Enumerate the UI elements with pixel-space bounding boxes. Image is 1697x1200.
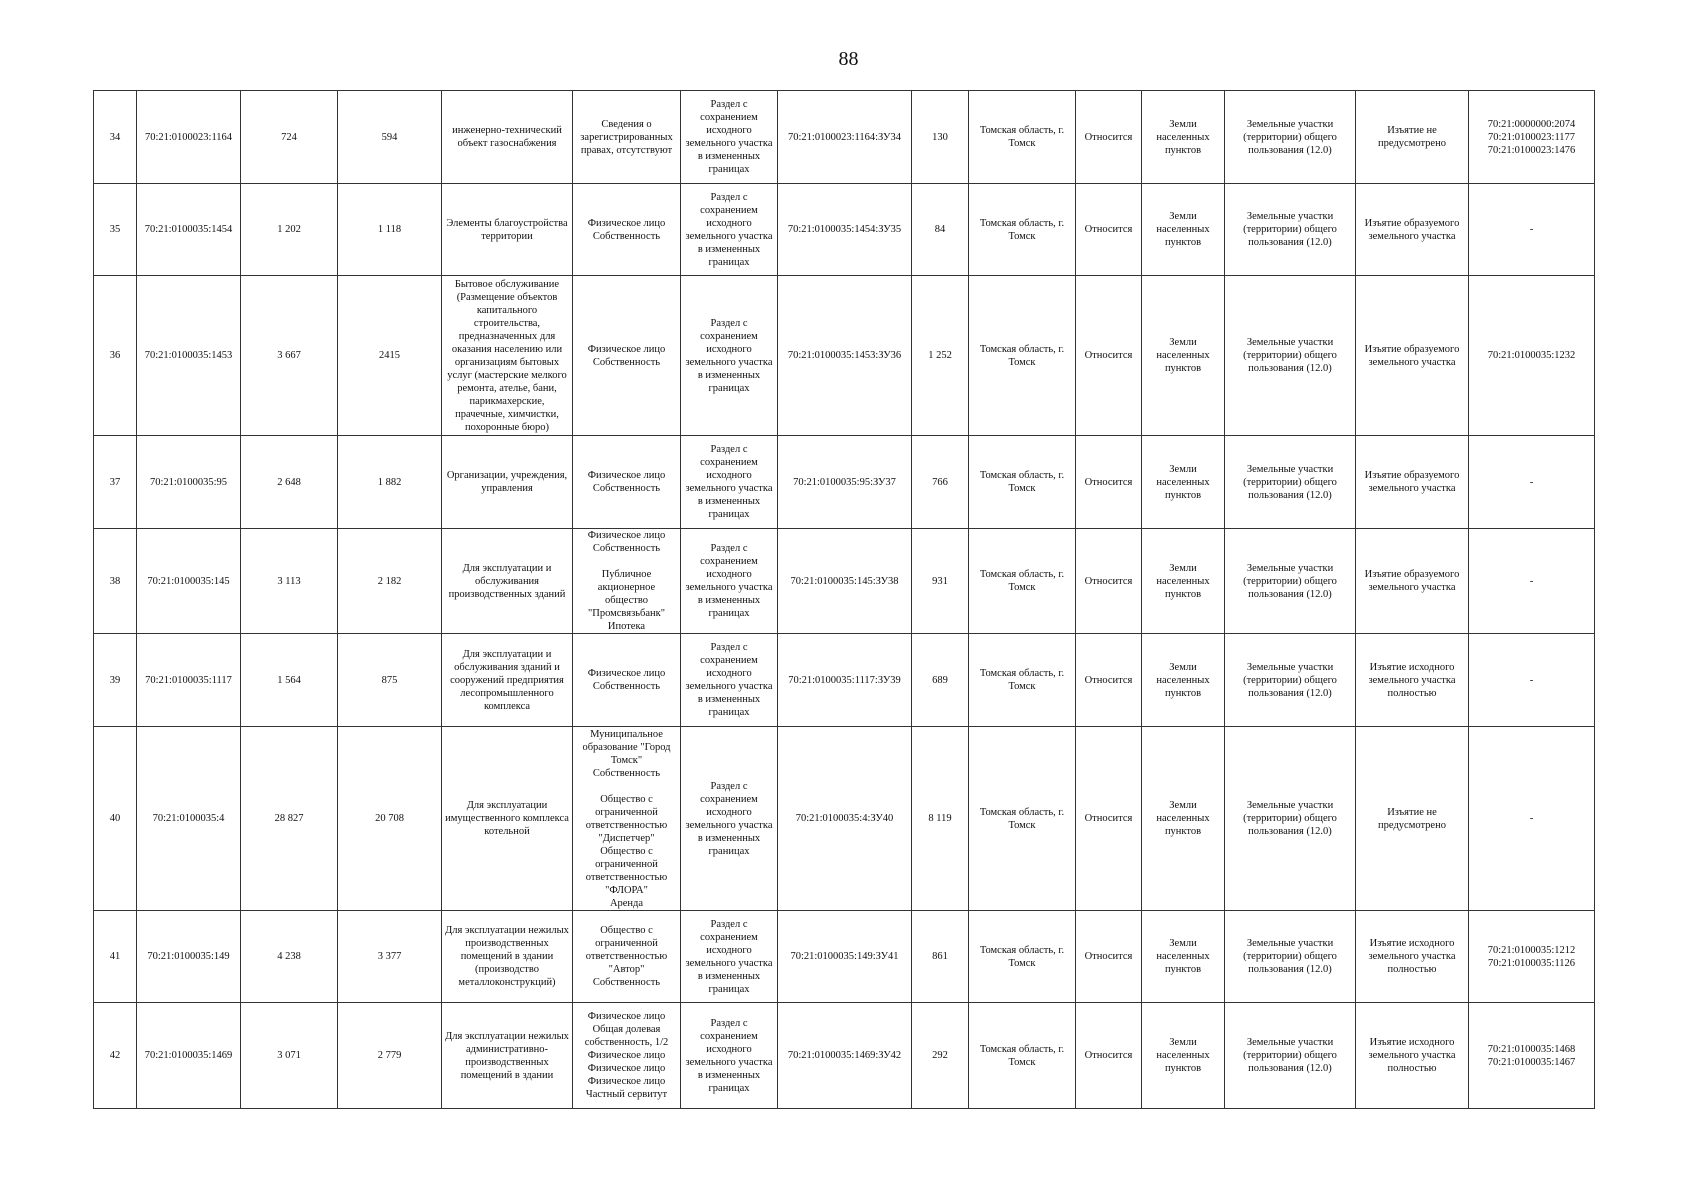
relation-cell: Относится — [1076, 727, 1142, 911]
permitted-use-original-cell: Для эксплуатации и обслуживания зданий и сооружений предприятия лесопромышленного комплекса — [442, 634, 573, 727]
rights-holder-cell: Физическое лицо Собственность — [573, 184, 681, 276]
related-objects-cell: 70:21:0100035:1232 — [1469, 276, 1595, 436]
rights-holder-cell: Физическое лицо Собственность — [573, 276, 681, 436]
table-row — [94, 529, 1595, 634]
row-number-cell: 38 — [94, 529, 137, 634]
area-current-cell: 3 113 — [241, 529, 338, 634]
permitted-use-original-cell: Для эксплуатации нежилых административно-производственных помещений в здании — [442, 1003, 573, 1109]
permitted-use-new-cell: Земельные участки (территории) общего пользования (12.0) — [1225, 911, 1356, 1003]
land-category-cell: Земли населенных пунктов — [1142, 634, 1225, 727]
seizure-cell: Изъятие исходного земельного участка полностью — [1356, 1003, 1469, 1109]
table-row — [94, 91, 1595, 184]
area-new-cell: 20 708 — [338, 727, 442, 911]
table-row — [94, 911, 1595, 1003]
parcels-table — [93, 90, 1595, 1109]
relation-cell: Относится — [1076, 276, 1142, 436]
seizure-cell: Изъятие образуемого земельного участка — [1356, 184, 1469, 276]
area-current-cell: 3 071 — [241, 1003, 338, 1109]
row-number-cell: 36 — [94, 276, 137, 436]
table-row — [94, 184, 1595, 276]
address-cell: Томская область, г. Томск — [969, 634, 1076, 727]
area-new-cell: 1 118 — [338, 184, 442, 276]
permitted-use-new-cell: Земельные участки (территории) общего пользования (12.0) — [1225, 436, 1356, 529]
permitted-use-original-cell: Для эксплуатации нежилых производственных помещений в здании (производство металлоконструкций) — [442, 911, 573, 1003]
area-new-cell: 3 377 — [338, 911, 442, 1003]
rights-holder-cell: Физическое лицо Собственность — [573, 436, 681, 529]
cadastral-number-cell: 70:21:0100035:149 — [137, 911, 241, 1003]
relation-cell: Относится — [1076, 634, 1142, 727]
seizure-cell: Изъятие не предусмотрено — [1356, 91, 1469, 184]
new-plot-area-cell: 130 — [912, 91, 969, 184]
new-plot-area-cell: 1 252 — [912, 276, 969, 436]
table-row — [94, 1003, 1595, 1109]
land-category-cell: Земли населенных пунктов — [1142, 727, 1225, 911]
formation-method-cell: Раздел с сохранением исходного земельного участка в измененных границах — [681, 184, 778, 276]
permitted-use-original-cell: Элементы благоустройства территории — [442, 184, 573, 276]
land-category-cell: Земли населенных пунктов — [1142, 91, 1225, 184]
permitted-use-original-cell: Организации, учреждения, управления — [442, 436, 573, 529]
area-current-cell: 1 564 — [241, 634, 338, 727]
new-plot-designation-cell: 70:21:0100035:1453:ЗУ36 — [778, 276, 912, 436]
cadastral-number-cell: 70:21:0100035:145 — [137, 529, 241, 634]
rights-holder-cell: Муниципальное образование "Город Томск" Собственность Общество с ограниченной ответственностью "Диспетчер" Общество с ограниченной ответственностью "ФЛОРА" Аренда — [573, 727, 681, 911]
permitted-use-new-cell: Земельные участки (территории) общего пользования (12.0) — [1225, 91, 1356, 184]
table-row — [94, 436, 1595, 529]
formation-method-cell: Раздел с сохранением исходного земельного участка в измененных границах — [681, 634, 778, 727]
new-plot-designation-cell: 70:21:0100035:145:ЗУ38 — [778, 529, 912, 634]
new-plot-area-cell: 84 — [912, 184, 969, 276]
permitted-use-new-cell: Земельные участки (территории) общего пользования (12.0) — [1225, 1003, 1356, 1109]
table-row — [94, 634, 1595, 727]
address-cell: Томская область, г. Томск — [969, 529, 1076, 634]
land-category-cell: Земли населенных пунктов — [1142, 184, 1225, 276]
table-row — [94, 727, 1595, 911]
related-objects-cell: - — [1469, 727, 1595, 911]
land-category-cell: Земли населенных пунктов — [1142, 276, 1225, 436]
cadastral-number-cell: 70:21:0100035:1453 — [137, 276, 241, 436]
row-number-cell: 40 — [94, 727, 137, 911]
area-current-cell: 1 202 — [241, 184, 338, 276]
relation-cell: Относится — [1076, 436, 1142, 529]
new-plot-area-cell: 8 119 — [912, 727, 969, 911]
new-plot-area-cell: 292 — [912, 1003, 969, 1109]
formation-method-cell: Раздел с сохранением исходного земельного участка в измененных границах — [681, 529, 778, 634]
rights-holder-cell: Физическое лицо Собственность Публичное акционерное общество "Промсвязьбанк" Ипотека — [573, 529, 681, 634]
cadastral-number-cell: 70:21:0100035:1469 — [137, 1003, 241, 1109]
new-plot-area-cell: 931 — [912, 529, 969, 634]
seizure-cell: Изъятие образуемого земельного участка — [1356, 436, 1469, 529]
table-row — [94, 276, 1595, 436]
address-cell: Томская область, г. Томск — [969, 436, 1076, 529]
formation-method-cell: Раздел с сохранением исходного земельного участка в измененных границах — [681, 436, 778, 529]
cadastral-number-cell: 70:21:0100035:1454 — [137, 184, 241, 276]
cadastral-number-cell: 70:21:0100035:1117 — [137, 634, 241, 727]
land-category-cell: Земли населенных пунктов — [1142, 1003, 1225, 1109]
relation-cell: Относится — [1076, 184, 1142, 276]
formation-method-cell: Раздел с сохранением исходного земельного участка в измененных границах — [681, 911, 778, 1003]
seizure-cell: Изъятие образуемого земельного участка — [1356, 276, 1469, 436]
seizure-cell: Изъятие исходного земельного участка полностью — [1356, 911, 1469, 1003]
new-plot-designation-cell: 70:21:0100035:4:ЗУ40 — [778, 727, 912, 911]
new-plot-designation-cell: 70:21:0100035:149:ЗУ41 — [778, 911, 912, 1003]
new-plot-area-cell: 861 — [912, 911, 969, 1003]
formation-method-cell: Раздел с сохранением исходного земельного участка в измененных границах — [681, 276, 778, 436]
seizure-cell: Изъятие исходного земельного участка полностью — [1356, 634, 1469, 727]
permitted-use-new-cell: Земельные участки (территории) общего пользования (12.0) — [1225, 184, 1356, 276]
permitted-use-new-cell: Земельные участки (территории) общего пользования (12.0) — [1225, 727, 1356, 911]
area-new-cell: 1 882 — [338, 436, 442, 529]
relation-cell: Относится — [1076, 529, 1142, 634]
row-number-cell: 42 — [94, 1003, 137, 1109]
related-objects-cell: - — [1469, 436, 1595, 529]
cadastral-number-cell: 70:21:0100035:4 — [137, 727, 241, 911]
related-objects-cell: - — [1469, 634, 1595, 727]
address-cell: Томская область, г. Томск — [969, 911, 1076, 1003]
relation-cell: Относится — [1076, 91, 1142, 184]
new-plot-area-cell: 689 — [912, 634, 969, 727]
permitted-use-new-cell: Земельные участки (территории) общего пользования (12.0) — [1225, 529, 1356, 634]
formation-method-cell: Раздел с сохранением исходного земельного участка в измененных границах — [681, 727, 778, 911]
permitted-use-original-cell: Бытовое обслуживание (Размещение объектов капитального строительства, предназначенных для оказания населению или организациям бытовых услуг (мастерские мелкого ремонта, ателье, бани, парикмахерские, прачечные, химчистки, похоронные бюро) — [442, 276, 573, 436]
rights-holder-cell: Общество с ограниченной ответственностью "Автор" Собственность — [573, 911, 681, 1003]
row-number-cell: 35 — [94, 184, 137, 276]
row-number-cell: 41 — [94, 911, 137, 1003]
row-number-cell: 39 — [94, 634, 137, 727]
cadastral-number-cell: 70:21:0100023:1164 — [137, 91, 241, 184]
new-plot-area-cell: 766 — [912, 436, 969, 529]
related-objects-cell: 70:21:0100035:1212 70:21:0100035:1126 — [1469, 911, 1595, 1003]
rights-holder-cell: Физическое лицо Собственность — [573, 634, 681, 727]
formation-method-cell: Раздел с сохранением исходного земельного участка в измененных границах — [681, 1003, 778, 1109]
permitted-use-original-cell: Для эксплуатации и обслуживания производственных зданий — [442, 529, 573, 634]
row-number-cell: 37 — [94, 436, 137, 529]
permitted-use-new-cell: Земельные участки (территории) общего пользования (12.0) — [1225, 634, 1356, 727]
seizure-cell: Изъятие не предусмотрено — [1356, 727, 1469, 911]
address-cell: Томская область, г. Томск — [969, 184, 1076, 276]
area-current-cell: 28 827 — [241, 727, 338, 911]
area-new-cell: 875 — [338, 634, 442, 727]
formation-method-cell: Раздел с сохранением исходного земельного участка в измененных границах — [681, 91, 778, 184]
permitted-use-original-cell: инженерно-технический объект газоснабжения — [442, 91, 573, 184]
rights-holder-cell: Физическое лицо Общая долевая собственность, 1/2 Физическое лицо Физическое лицо Физическое лицо Частный сервитут — [573, 1003, 681, 1109]
land-category-cell: Земли населенных пунктов — [1142, 911, 1225, 1003]
related-objects-cell: 70:21:0000000:2074 70:21:0100023:1177 70:21:0100023:1476 — [1469, 91, 1595, 184]
address-cell: Томская область, г. Томск — [969, 276, 1076, 436]
area-new-cell: 2 182 — [338, 529, 442, 634]
new-plot-designation-cell: 70:21:0100035:1469:ЗУ42 — [778, 1003, 912, 1109]
seizure-cell: Изъятие образуемого земельного участка — [1356, 529, 1469, 634]
address-cell: Томская область, г. Томск — [969, 1003, 1076, 1109]
related-objects-cell: - — [1469, 184, 1595, 276]
relation-cell: Относится — [1076, 911, 1142, 1003]
address-cell: Томская область, г. Томск — [969, 727, 1076, 911]
area-current-cell: 724 — [241, 91, 338, 184]
area-current-cell: 4 238 — [241, 911, 338, 1003]
permitted-use-original-cell: Для эксплуатации имущественного комплекса котельной — [442, 727, 573, 911]
area-current-cell: 3 667 — [241, 276, 338, 436]
land-category-cell: Земли населенных пунктов — [1142, 436, 1225, 529]
area-new-cell: 2415 — [338, 276, 442, 436]
cadastral-number-cell: 70:21:0100035:95 — [137, 436, 241, 529]
related-objects-cell: - — [1469, 529, 1595, 634]
table-body — [94, 91, 1595, 1109]
new-plot-designation-cell: 70:21:0100035:95:ЗУ37 — [778, 436, 912, 529]
new-plot-designation-cell: 70:21:0100023:1164:ЗУ34 — [778, 91, 912, 184]
rights-holder-cell: Сведения о зарегистрированных правах, отсутствуют — [573, 91, 681, 184]
area-current-cell: 2 648 — [241, 436, 338, 529]
new-plot-designation-cell: 70:21:0100035:1454:ЗУ35 — [778, 184, 912, 276]
area-new-cell: 594 — [338, 91, 442, 184]
related-objects-cell: 70:21:0100035:1468 70:21:0100035:1467 — [1469, 1003, 1595, 1109]
new-plot-designation-cell: 70:21:0100035:1117:ЗУ39 — [778, 634, 912, 727]
row-number-cell: 34 — [94, 91, 137, 184]
land-category-cell: Земли населенных пунктов — [1142, 529, 1225, 634]
permitted-use-new-cell: Земельные участки (территории) общего пользования (12.0) — [1225, 276, 1356, 436]
relation-cell: Относится — [1076, 1003, 1142, 1109]
area-new-cell: 2 779 — [338, 1003, 442, 1109]
address-cell: Томская область, г. Томск — [969, 91, 1076, 184]
page-number: 88 — [838, 48, 859, 70]
